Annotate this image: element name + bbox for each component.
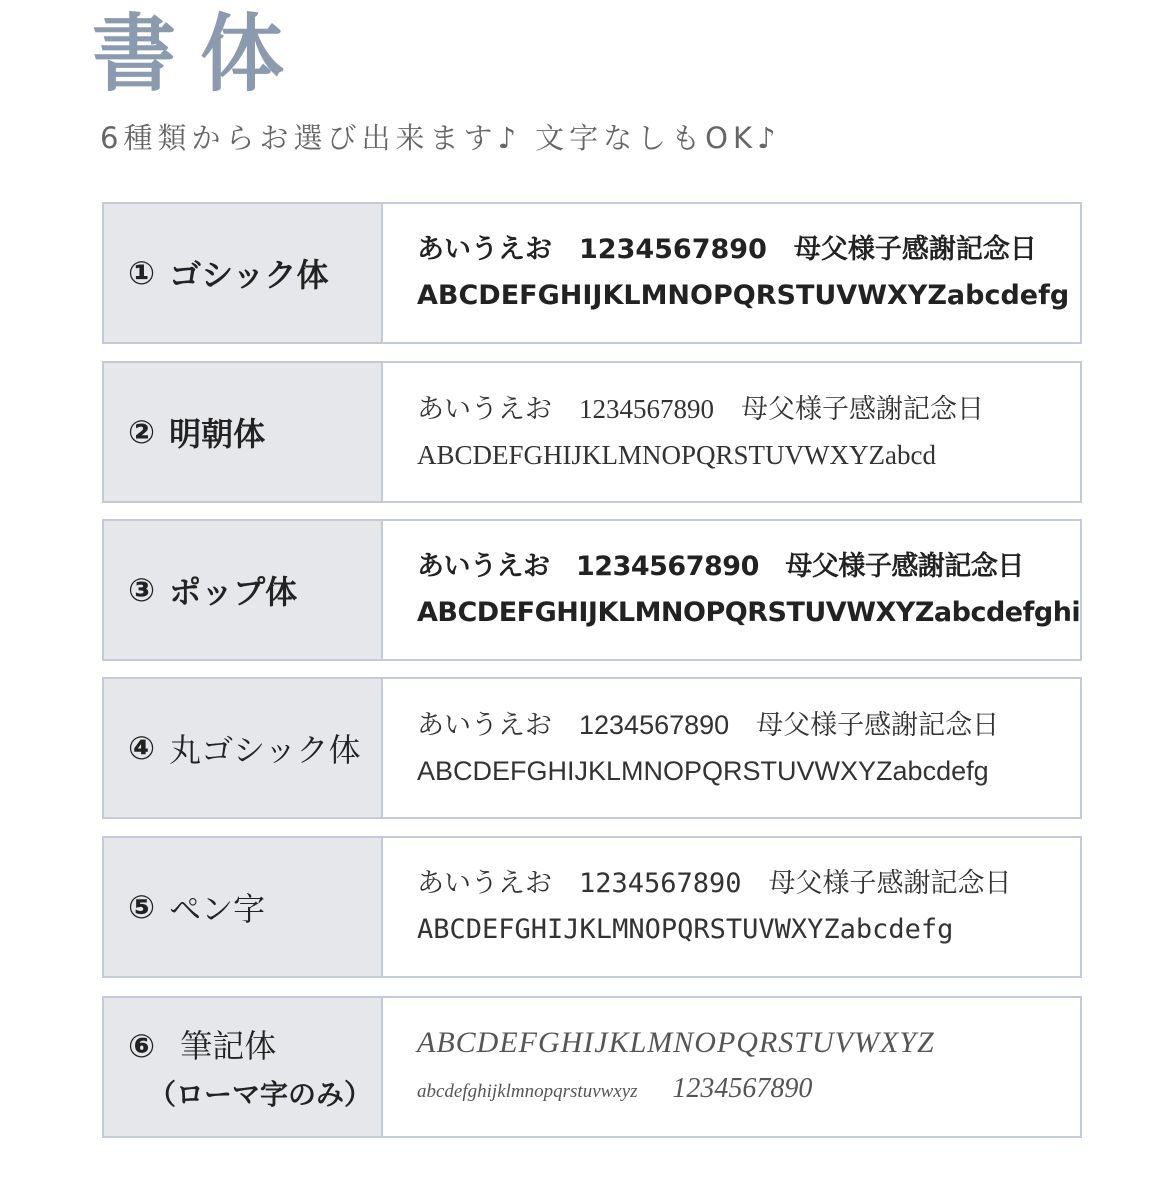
font-label-cell — [104, 838, 383, 976]
font-name-note: （ローマ字のみ） — [148, 1078, 373, 1111]
font-number: ⑥ — [128, 1027, 156, 1065]
font-row-mincho — [102, 361, 1082, 503]
font-label-cell — [104, 363, 383, 501]
page-subtitle: 6種類からお選び出来ます♪ 文字なしもOK♪ — [100, 121, 781, 155]
font-number: ⑤ — [128, 888, 156, 926]
font-name: ペン字 — [169, 890, 266, 928]
font-sample-line1: あいうえお 1234567890 母父様子感謝記念日 — [417, 551, 1024, 582]
font-name: ゴシック体 — [169, 256, 329, 294]
font-number: ④ — [128, 729, 156, 767]
font-label-cell — [104, 998, 383, 1136]
font-sample-line2: ABCDEFGHIJKLMNOPQRSTUVWXYZabcdefg — [417, 280, 1070, 311]
font-sample-line2: ABCDEFGHIJKLMNOPQRSTUVWXYZabcd — [417, 440, 936, 470]
font-sample-line1: あいうえお 1234567890 母父様子感謝記念日 — [417, 234, 1037, 265]
font-name: ポップ体 — [169, 573, 298, 611]
font-sample-line2-wrap — [417, 1066, 1080, 1115]
font-sample-line1: あいうえお 1234567890 母父様子感謝記念日 — [417, 868, 1012, 899]
font-sample-cell — [383, 998, 1080, 1136]
font-sample-line2: ABCDEFGHIJKLMNOPQRSTUVWXYZabcdefg — [417, 756, 989, 786]
font-name: 明朝体 — [169, 415, 266, 453]
font-row-script — [102, 996, 1082, 1138]
font-row-gothic — [102, 202, 1082, 344]
font-sample-line1: あいうえお 1234567890 母父様子感謝記念日 — [417, 394, 984, 424]
font-sample-line2: ABCDEFGHIJKLMNOPQRSTUVWXYZabcdefg — [417, 914, 954, 945]
font-label-cell — [104, 204, 383, 342]
font-sample-line2: ABCDEFGHIJKLMNOPQRSTUVWXYZabcdefghi — [417, 597, 1080, 628]
font-row-maru-gothic — [102, 677, 1082, 819]
font-sample-line1: ABCDEFGHIJKLMNOPQRSTUVWXYZ — [417, 1025, 935, 1059]
font-number: ② — [128, 413, 156, 451]
font-number: ① — [128, 254, 156, 292]
font-sample-cell — [383, 838, 1080, 976]
font-row-pop — [102, 519, 1082, 661]
font-number: ③ — [128, 571, 156, 609]
font-row-pen — [102, 836, 1082, 978]
font-name: 筆記体 — [180, 1027, 277, 1065]
font-label-cell — [104, 521, 383, 659]
font-sample-cell — [383, 363, 1080, 501]
font-sample-cell — [383, 521, 1080, 659]
font-sample-cell — [383, 679, 1080, 817]
page-title: 書体 — [92, 5, 309, 103]
font-sample-line1: あいうえお 1234567890 母父様子感謝記念日 — [417, 710, 1000, 740]
font-label-cell — [104, 679, 383, 817]
font-sample-digits: 1234567890 — [672, 1072, 813, 1104]
font-sample-cell — [383, 204, 1080, 342]
font-name: 丸ゴシック体 — [169, 731, 361, 769]
font-sample-line2: abcdefghijklmnopqrstuvwxyz — [417, 1080, 638, 1102]
